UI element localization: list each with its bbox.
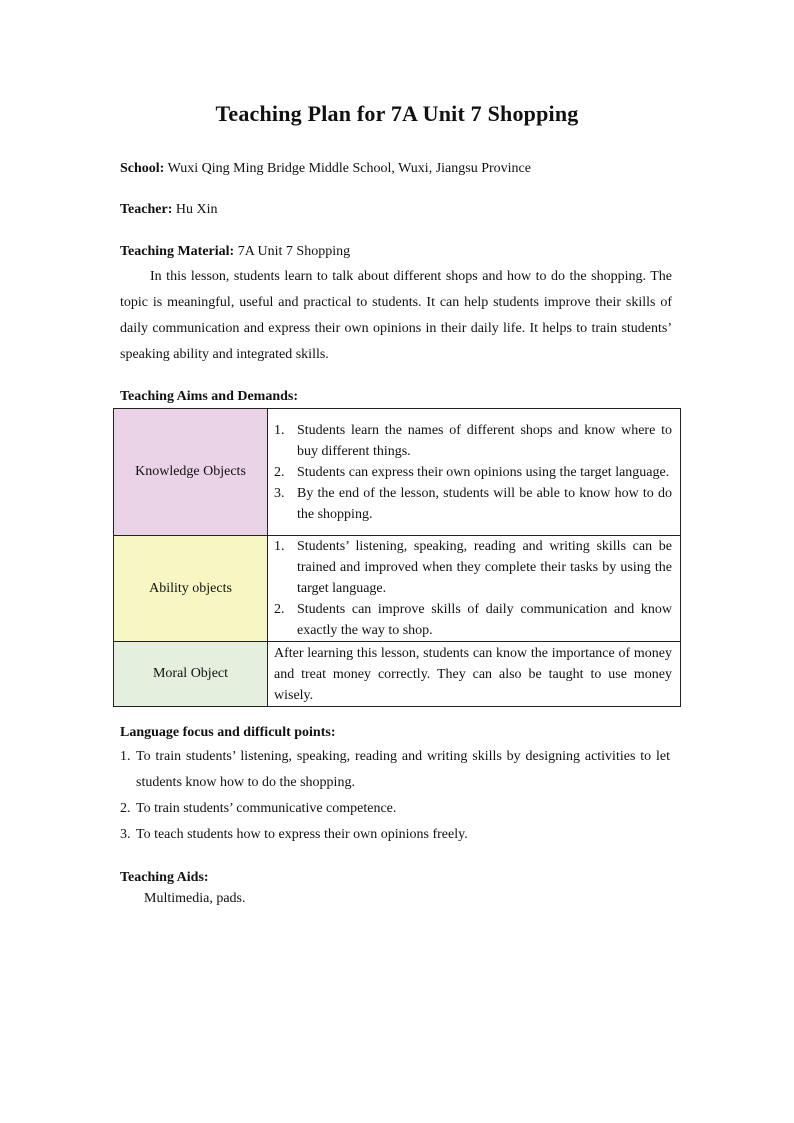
aims-row-knowledge <box>114 409 681 536</box>
list-item: 1. To train students’ listening, speaking, reading and writing skills by designing activities to let students know how to do the shopping. <box>120 749 670 790</box>
ability-objects-content <box>268 536 681 642</box>
moral-object-label: Moral Object <box>114 642 268 707</box>
list-item: 1. Students learn the names of different shops and know where to buy different things. <box>274 422 672 459</box>
school-value: Wuxi Qing Ming Bridge Middle School, Wuxi, Jiangsu Province <box>167 161 531 176</box>
aids-value: Multimedia, pads. <box>144 891 246 906</box>
aims-row-moral <box>114 642 681 707</box>
material-line <box>120 244 350 260</box>
material-value: 7A Unit 7 Shopping <box>237 244 351 259</box>
aims-table <box>113 408 681 707</box>
teacher-line <box>120 202 217 218</box>
list-item: 1. Students’ listening, speaking, reading and writing skills can be trained and improved when they complete their tasks by using the target language. <box>274 539 672 596</box>
list-item: 2. Students can express their own opinions using the target language. <box>274 464 670 480</box>
aims-heading: Teaching Aims and Demands: <box>120 389 299 404</box>
aids-heading: Teaching Aids: <box>120 870 209 885</box>
list-item: 3. By the end of the lesson, students will be able to know how to do the shopping. <box>274 485 672 522</box>
material-label: Teaching Material: <box>120 244 235 259</box>
ability-objects-label: Ability objects <box>114 536 268 642</box>
school-label: School: <box>120 161 165 176</box>
list-item: 2. Students can improve skills of daily communication and know exactly the way to shop. <box>274 602 672 638</box>
list-item: 2. To train students’ communicative competence. <box>120 801 397 816</box>
list-item: 3. To teach students how to express their own opinions freely. <box>120 827 468 842</box>
knowledge-objects-label: Knowledge Objects <box>114 409 268 536</box>
moral-object-content: After learning this lesson, students can know the importance of money and treat money correctly. They can also be taught to use money wisely. <box>268 642 681 707</box>
document-title: Teaching Plan for 7A Unit 7 Shopping <box>215 101 579 126</box>
school-line <box>120 161 531 177</box>
language-focus-list <box>120 744 670 848</box>
material-paragraph: In this lesson, students learn to talk about different shops and how to do the shopping. The topic is meaningful, useful and practical to students. It can help students improve their skills of daily communication and express their own opinions in their daily life. It helps to train students’ speaking ability and integrated skills. <box>120 269 672 362</box>
teacher-value: Hu Xin <box>175 202 218 217</box>
aims-row-ability <box>114 536 681 642</box>
language-focus-heading: Language focus and difficult points: <box>120 725 336 740</box>
teacher-label: Teacher: <box>120 202 173 217</box>
knowledge-objects-content <box>268 409 681 536</box>
